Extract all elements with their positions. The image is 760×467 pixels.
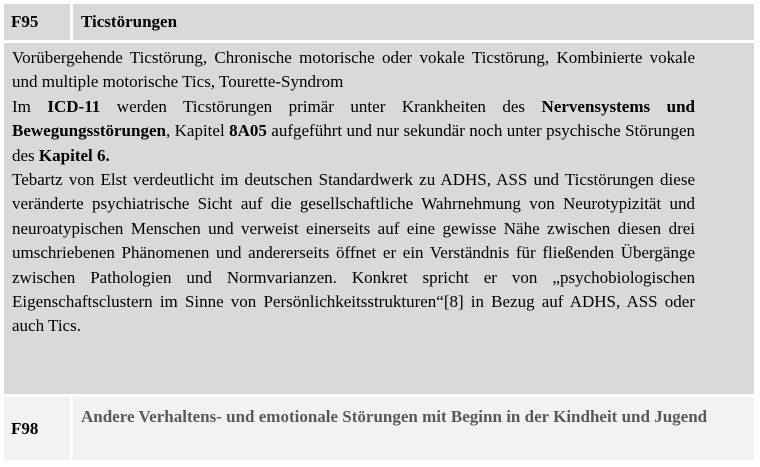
bold-segment: Kapitel 6. [38, 145, 110, 165]
bold-segment: ICD-11 [47, 96, 101, 116]
text-segment: werden Ticstörungen primär unter Krankheiten des [100, 96, 542, 116]
description-text [12, 46, 695, 339]
paragraph-subtypes: Vorübergehende Ticstörung, Chronische motorische oder vokale Ticstörung, Kombinierte vokale und multiple motorische Tics, Tourette-Syndrom [12, 48, 695, 92]
bold-segment: Nervensystems und Bewegungsstörungen [12, 96, 695, 141]
paragraph-tebartz: Tebartz von Elst verdeutlicht im deutschen Standardwerk zu ADHS, ASS und Ticstörungen diese veränderte psychiatrische Sicht auf die gesellschaftliche Wahrnehmung von Neurotypizität und neuroatypischen Menschen und verweist einerseits auf eine gewisse Nähe zwischen diesen drei umschriebenen Phänomenen und andererseits öffnet er ein Verständnis für fließenden Übergänge zwischen Pathologien und Normvarianzen. Konkret spricht er von „psychobiologischen Eigenschaftsclustern im Sinne von Persönlichkeitsstrukturen“[8] in Bezug auf ADHS, ASS oder auch Tics. [12, 170, 695, 336]
text-segment: , Kapitel [165, 121, 230, 141]
code-cell: F98 [4, 397, 70, 460]
paragraph-icd11 [12, 95, 695, 168]
title-cell: Ticstörungen [73, 4, 754, 40]
bold-segment: 8A05 [229, 121, 267, 141]
table-row-f98 [4, 397, 754, 460]
text-segment: aufgeführt und nur sekundär noch unter psychische Störungen des [12, 121, 695, 165]
description-row [4, 43, 754, 394]
table-row-f95 [4, 4, 754, 40]
code-cell: F95 [4, 4, 70, 40]
text-segment: Im [12, 96, 48, 116]
title-cell: Andere Verhaltens- und emotionale Störungen mit Beginn in der Kindheit und Jugend [73, 397, 754, 460]
